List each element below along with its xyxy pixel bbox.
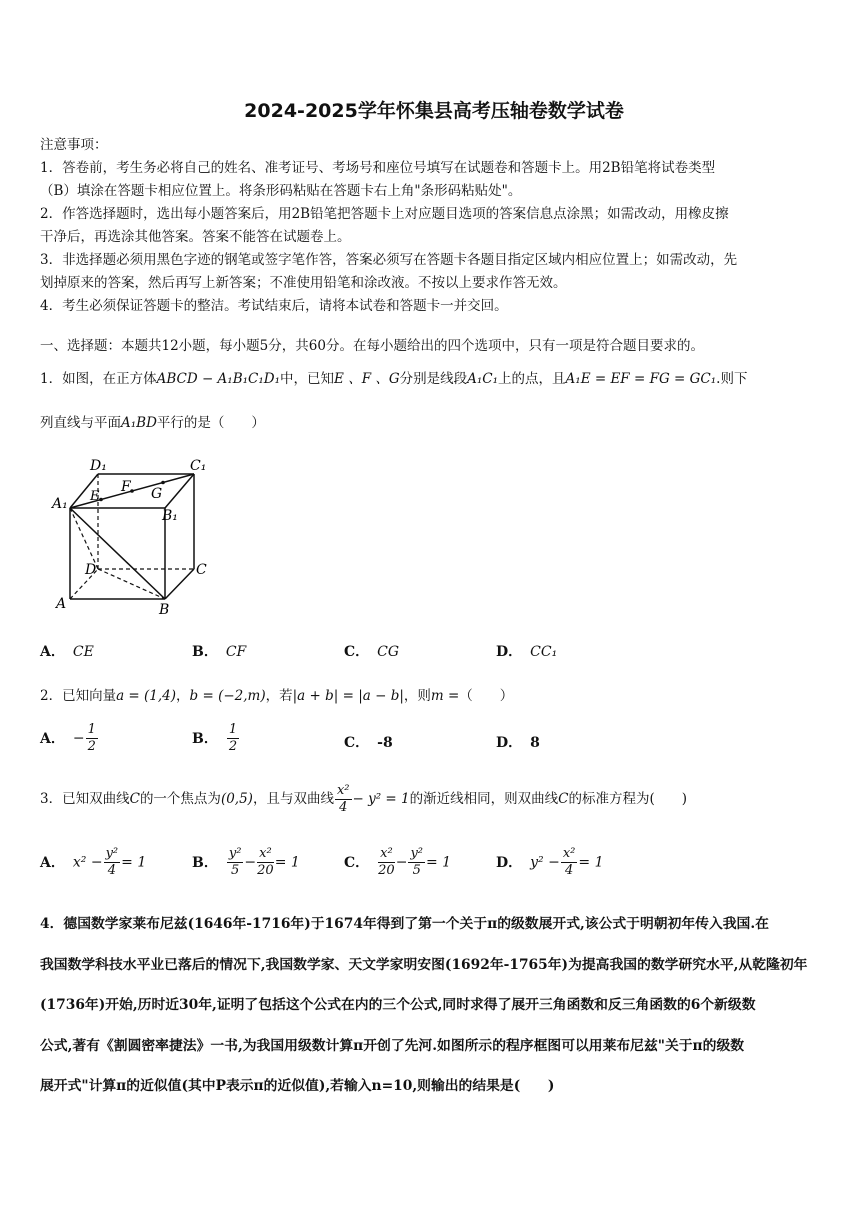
question-2-options [40, 722, 830, 766]
fig-label-d: D [85, 562, 97, 578]
q1-text: 上的点，且 [498, 371, 566, 387]
q2-text: ，则 [403, 688, 431, 704]
fraction: $\frac{\text{x²}}{4}$ [336, 783, 350, 815]
fraction: $\frac{\text{x²}}{4}$ [562, 846, 576, 878]
notes-line: 划掉原来的答案，然后再写上新答案；不准使用铅笔和涂改液。不按以上要求作答无效。 [40, 275, 567, 291]
q3-text: 的渐近线相同，则双曲线 [409, 791, 559, 807]
question-2 [40, 686, 830, 708]
q4-line: 公式,著有《割圆密率捷法》一书,为我国用级数计算π开创了先河.如图所示的程序框图可以用莱布尼兹"关于π的级数 [40, 1037, 745, 1054]
fig-label-f: F [121, 479, 131, 495]
exam-title: 2024-2025学年怀集县高考压轴卷数学试卷 [244, 100, 624, 122]
fraction: $\frac{\text{y²}}{4}$ [105, 846, 119, 878]
option-d[interactable]: D． y² − $\frac{\text{x²}}{4}$ = 1 [496, 846, 604, 878]
option-b[interactable]: B． CF [192, 644, 247, 660]
q3-text: 的一个焦点为 [139, 791, 221, 807]
q1-text: 1．如图，在正方体 [40, 371, 157, 387]
option-a[interactable]: A． − $\frac{1}{2}$ [40, 722, 96, 754]
fraction: $\frac{\text{y²}}{5}$ [228, 846, 242, 878]
option-value: 8 [530, 735, 540, 751]
q4-line: (1736年)开始,历时近30年,证明了包括这个公式在内的三个公式,同时求得了展开三角函数和反三角函数的6个新级数 [40, 997, 756, 1013]
option-b[interactable]: B． $\frac{\text{y²}}{5}$ − $\frac{\text{x²}}{20}$ = 1 [192, 846, 300, 878]
option-c[interactable]: C． CG [344, 644, 400, 660]
q1-text: 列直线与平面 [40, 415, 121, 431]
fig-label-b: B [159, 602, 170, 618]
q1-text: 平行的是（ ） [156, 415, 265, 431]
fig-label-a1: A₁ [52, 496, 68, 512]
option-value: CE [72, 644, 94, 660]
q3-text: ，且与双曲线 [252, 791, 334, 807]
notes-line: 3．非选择题必须用黑色字迹的钢笔或签字笔作答，答案必须写在答题卡各题目指定区域内相应位置上；如需改动，先 [40, 252, 738, 268]
option-value: -8 [377, 735, 393, 751]
fraction: $\frac{\text{x²}}{20}$ [378, 846, 395, 878]
cube-figure [48, 456, 218, 621]
option-c[interactable]: C． -8 [344, 735, 393, 751]
question-3 [40, 780, 830, 818]
fraction: $\frac{\text{y²}}{5}$ [410, 846, 423, 878]
q1-text: .则下 [716, 371, 748, 387]
option-c[interactable]: C． $\frac{\text{x²}}{20}$ − $\frac{\text{y²}}{5}$ = 1 [344, 846, 452, 878]
question-4 [40, 904, 832, 1107]
q1-segment: A₁C₁ [467, 371, 499, 387]
notes-line: 4．考生必须保证答题卡的整洁。考试结束后，请将本试卷和答题卡一并交回。 [40, 298, 508, 314]
fig-label-g: G [151, 486, 163, 502]
fig-label-c1: C₁ [190, 458, 207, 474]
fig-label-d1: D₁ [90, 458, 107, 474]
section-heading: 一、选择题：本题共12小题，每小题5分，共60分。在每小题给出的四个选项中，只有一项是符合题目要求的。 [40, 338, 704, 354]
q2-text: ， [176, 688, 190, 704]
fraction: $\frac{\text{x²}}{20}$ [257, 846, 274, 878]
option-a[interactable]: A． x² − $\frac{\text{y²}}{4}$ = 1 [40, 846, 147, 878]
q1-plane: A₁BD [121, 415, 157, 431]
q3-focus: (0,5) [220, 791, 253, 807]
q2-condition: |a + b| = |a − b| [292, 688, 404, 704]
q3-symbol: C [129, 791, 140, 807]
option-a[interactable]: A． CE [40, 644, 94, 660]
option-value: CC₁ [530, 644, 558, 660]
q2-vector-b: b = (−2,m) [189, 688, 266, 704]
option-value: CF [225, 644, 247, 660]
q4-line: 展开式"计算π的近似值(其中P表示π的近似值),若输入n=10,则输出的结果是( ) [40, 1078, 555, 1094]
question-1-line-2 [40, 413, 830, 435]
notes-line: 2．作答选择题时，选出每小题答案后，用2B铅笔把答题卡上对应题目选项的答案信息点涂黑；如需改动，用橡皮擦 [40, 206, 729, 222]
q1-cube: ABCD − A₁B₁C₁D₁ [156, 371, 281, 387]
notes-line: 干净后，再选涂其他答案。答案不能答在试题卷上。 [40, 229, 351, 245]
option-d[interactable]: D． CC₁ [496, 644, 558, 660]
notes-heading: 注意事项： [40, 137, 108, 153]
q2-vector-a: a = (1,4) [116, 688, 177, 704]
q2-text: （ ） [459, 688, 514, 704]
q1-text: 中，已知 [280, 371, 335, 387]
q2-text: 2．已知向量 [40, 688, 117, 704]
q3-text: 3．已知双曲线 [40, 791, 130, 807]
fig-label-a: A [56, 596, 67, 612]
q2-ask: m = [430, 688, 460, 704]
q4-line: 4．德国数学家莱布尼兹(1646年-1716年)于1674年得到了第一个关于π的级数展开式,该公式于明朝初年传入我国.在 [40, 916, 769, 932]
question-1-options [40, 641, 830, 665]
notes-line: （B）填涂在答题卡相应位置上。将条形码粘贴在答题卡右上角"条形码粘贴处"。 [40, 183, 522, 199]
fig-label-e: E [90, 489, 100, 504]
fig-label-b1: B₁ [162, 508, 178, 524]
notes-line: 1．答卷前，考生务必将自己的姓名、准考证号、考场号和座位号填写在试题卷和答题卡上。用2B铅笔将试卷类型 [40, 160, 716, 176]
q2-text: ，若 [265, 688, 293, 704]
fraction: $\frac{1}{2}$ [228, 722, 238, 754]
q4-line: 我国数学科技水平业已落后的情况下,我国数学家、天文学家明安图(1692年-1765年)为提高我国的数学研究水平,从乾隆初年 [40, 956, 808, 973]
question-3-options [40, 846, 830, 890]
notes-block [40, 134, 830, 318]
fraction: $\frac{1}{2}$ [87, 722, 96, 754]
option-sign: − [72, 730, 85, 747]
q1-text: 分别是线段 [399, 371, 468, 387]
q1-points: E 、F 、G [334, 371, 400, 387]
q3-text: 的标准方程为( ) [568, 791, 688, 807]
q3-symbol: C [558, 791, 569, 807]
q1-equation: A₁E = EF = FG = GC₁ [565, 371, 717, 387]
fig-label-c: C [196, 562, 207, 578]
option-b[interactable]: B． $\frac{1}{2}$ [192, 722, 238, 754]
option-value: CG [377, 644, 400, 660]
option-d[interactable]: D． 8 [496, 735, 540, 751]
q3-equation: − y² = 1 [352, 791, 410, 807]
question-1-line-1 [40, 369, 830, 391]
